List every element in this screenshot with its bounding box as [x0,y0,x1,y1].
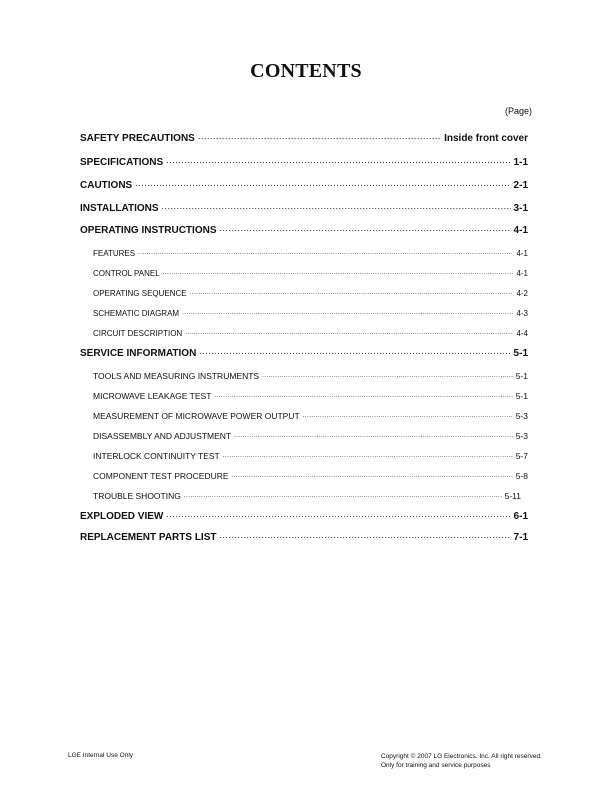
toc-entry-replacement-parts-list[interactable] [80,530,528,543]
toc-entry-schematic-diagram[interactable] [93,308,528,318]
dot-leader [138,248,513,256]
toc-entry-page: 5-1 [515,371,528,381]
toc-entry-installations[interactable] [80,201,528,214]
toc-entry-page: 6-1 [513,511,528,522]
dot-leader [223,451,513,459]
toc-entry-label: COMPONENT TEST PROCEDURE [93,471,229,481]
page-title: CONTENTS [250,60,362,82]
toc-entry-page: 1-1 [513,157,528,168]
toc-entry-operating-instructions[interactable] [80,223,528,236]
toc-entry-page: 3-1 [513,203,528,214]
toc-entry-page: 7-1 [513,532,528,543]
toc-entry-trouble-shooting[interactable] [93,491,521,501]
dot-leader [162,201,511,211]
toc-entry-label: REPLACEMENT PARTS LIST [80,532,217,543]
toc-entry-label: CAUTIONS [80,180,133,191]
toc-entry-cautions[interactable] [80,178,528,191]
toc-entry-page: 4-1 [516,249,528,258]
toc-entry-circuit-description[interactable] [93,328,528,338]
toc-entry-label: SPECIFICATIONS [80,157,164,168]
toc-entry-features[interactable] [93,248,528,258]
dot-leader [219,223,510,233]
toc-entry-label: DISASSEMBLY AND ADJUSTMENT [93,431,232,441]
toc-entry-control-panel[interactable] [93,268,528,278]
toc-entry-page: Inside front cover [444,133,528,144]
page-column-label: (Page) [504,106,532,116]
toc-entry-label: FEATURES [93,249,136,258]
toc-entry-label: SAFETY PRECAUTIONS [80,133,195,144]
toc-entry-page: 2-1 [513,180,528,191]
toc-entry-page: 4-2 [516,289,528,298]
dot-leader [214,391,512,399]
toc-entry-page: 5-7 [515,451,528,461]
toc-entry-page: 4-1 [513,225,528,236]
toc-entry-label: MEASUREMENT OF MICROWAVE POWER OUTPUT [93,411,300,421]
toc-entry-safety-precautions[interactable] [80,131,528,144]
toc-entry-page: 5-8 [515,471,528,481]
toc-entry-microwave-leakage-test[interactable] [93,391,528,401]
dot-leader [198,131,441,141]
toc-entry-page: 4-3 [516,309,528,318]
dot-leader [219,530,510,540]
toc-entry-label: MICROWAVE LEAKAGE TEST [93,391,212,401]
toc-entry-service-information[interactable] [80,346,528,359]
toc-entry-operating-sequence[interactable] [93,288,528,298]
toc-entry-exploded-view[interactable] [80,509,528,522]
dot-leader [166,155,510,165]
toc-entry-page: 5-11 [504,491,521,501]
toc-entry-page: 5-1 [515,391,528,401]
toc-entry-tools-and-measuring-instruments[interactable] [93,371,528,381]
dot-leader [303,411,513,419]
dot-leader [163,268,514,276]
toc-entry-specifications[interactable] [80,155,528,168]
toc-entry-page: 5-3 [515,431,528,441]
toc-entry-label: OPERATING INSTRUCTIONS [80,225,217,236]
toc-entry-label: SCHEMATIC DIAGRAM [93,309,180,318]
footer-internal-notice: LGE Internal Use Only [68,752,134,759]
toc-entry-interlock-continuity-test[interactable] [93,451,528,461]
toc-entry-measurement-of-microwave-power-output[interactable] [93,411,528,421]
toc-entry-label: INTERLOCK CONTINUITY TEST [93,451,220,461]
toc-entry-component-test-procedure[interactable] [93,471,528,481]
dot-leader [185,328,513,336]
toc-entry-label: OPERATING SEQUENCE [93,289,187,298]
dot-leader [166,509,510,519]
dot-leader [234,431,513,439]
toc-entry-disassembly-and-adjustment[interactable] [93,431,528,441]
footer-copyright [381,752,542,770]
dot-leader [184,491,502,499]
toc-entry-page: 5-1 [513,348,528,359]
dot-leader [262,371,513,379]
footer-usage-line: Only for training and service purposes [381,762,491,769]
dot-leader [232,471,513,479]
dot-leader [182,308,513,316]
toc-entry-label: CIRCUIT DESCRIPTION [93,329,183,338]
toc-entry-label: EXPLODED VIEW [80,511,164,522]
dot-leader [135,178,510,188]
toc-entry-label: CONTROL PANEL [93,269,160,278]
toc-entry-page: 4-1 [516,269,528,278]
toc-entry-page: 4-4 [516,329,528,338]
toc-entry-label: SERVICE INFORMATION [80,348,197,359]
dot-leader [190,288,514,296]
toc-entry-page: 5-3 [515,411,528,421]
dot-leader [199,346,510,356]
toc-entry-label: TOOLS AND MEASURING INSTRUMENTS [93,371,260,381]
toc-entry-label: TROUBLE SHOOTING [93,491,181,501]
footer-copyright-line: Copyright © 2007 LG Electronics. Inc. All right reserved. [381,753,542,760]
toc-entry-label: INSTALLATIONS [80,203,159,214]
